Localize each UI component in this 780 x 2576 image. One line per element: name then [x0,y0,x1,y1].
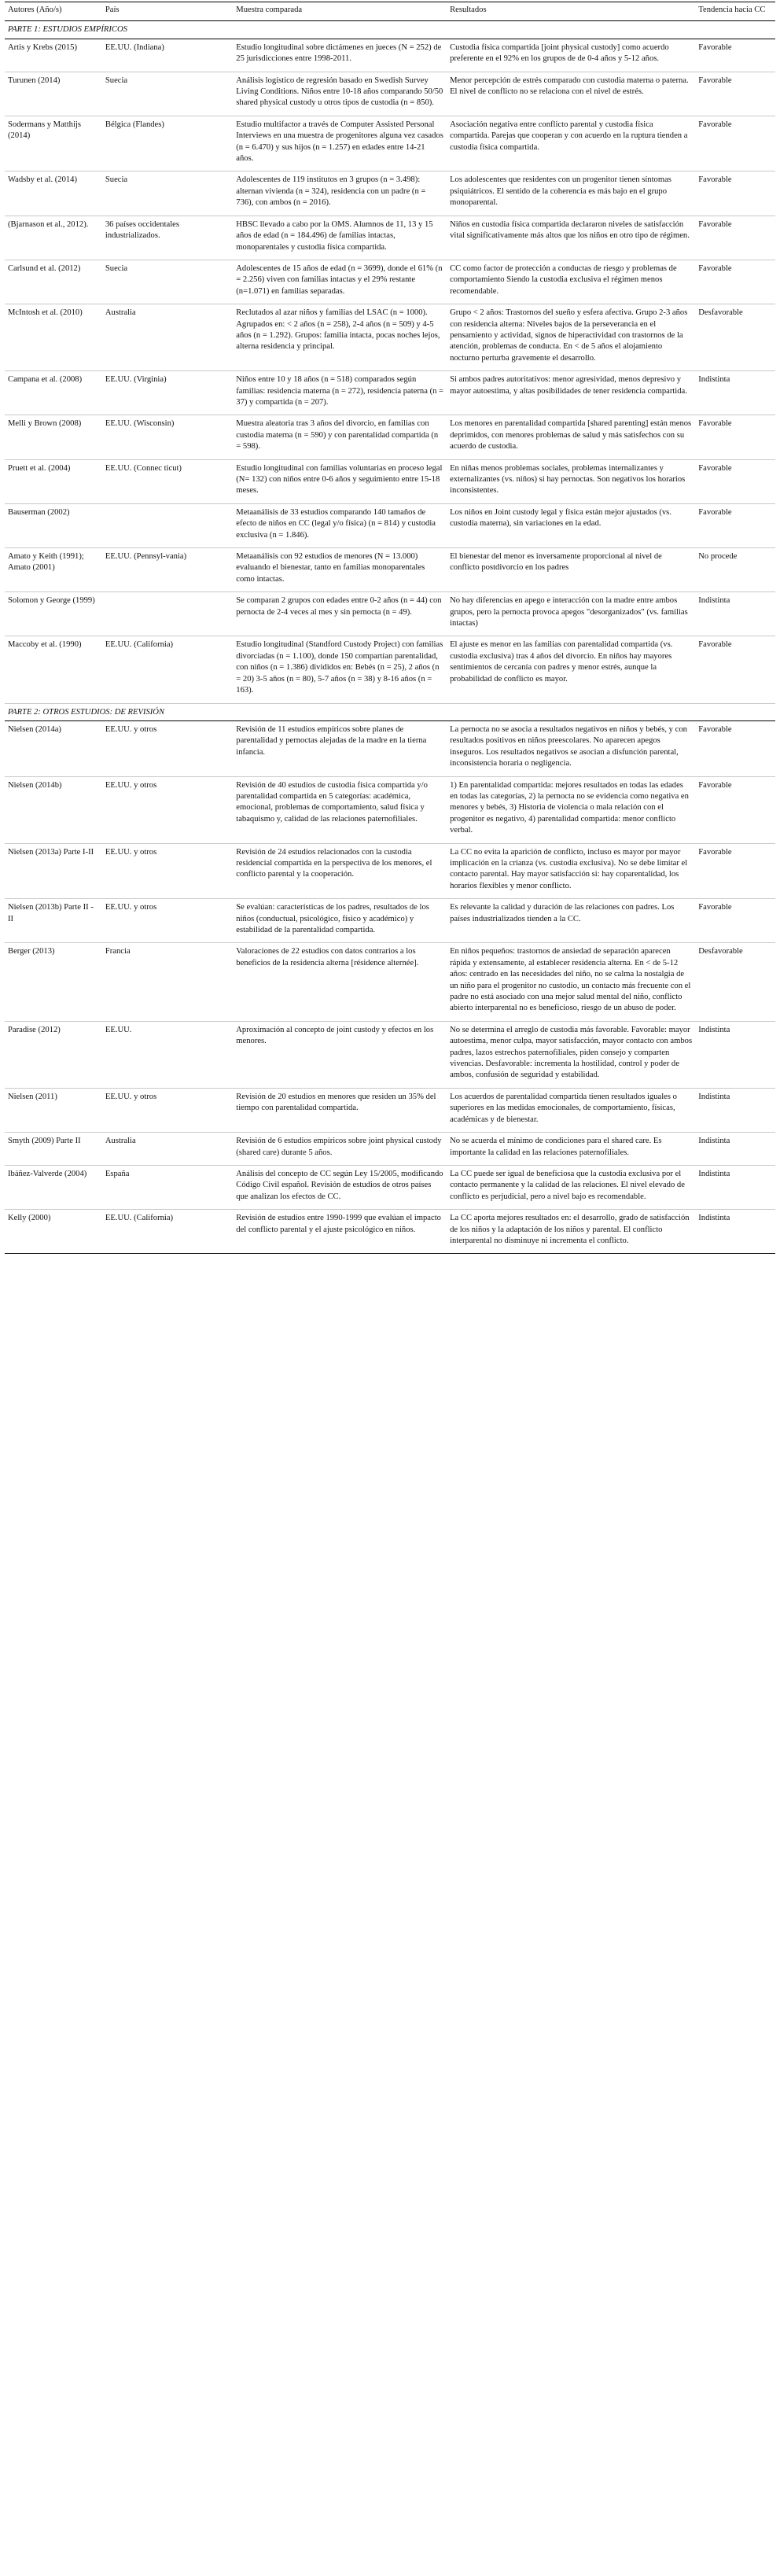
cell-sample: Metaanálisis de 33 estudios comparando 140 tamaños de efecto de niños en CC (legal y/o física) (n = 814) y custodia exclusiva (n = 1.846). [233,503,447,547]
cell-country: Francia [102,943,233,1021]
cell-sample: Niños entre 10 y 18 años (n = 518) comparados según familias: residencia materna (n = 272), residencia paterna (n = 37) y compartida (n = 207). [233,371,447,415]
cell-results: Asociación negativa entre conflicto parental y custodia física compartida. Parejas que cooperan y con acuerdo en la ruptura tienden a custodia física compartida. [447,116,695,171]
table-row [5,116,775,171]
cell-trend: Desfavorable [695,304,775,371]
table-row [5,943,775,1021]
cell-sample: Adolescentes de 119 institutos en 3 grupos (n = 3.498): alternan vivienda (n = 324), residencia con un padre (n = 736), con ambos (n = 2016). [233,171,447,216]
table-row [5,636,775,703]
cell-results: Es relevante la calidad y duración de las relaciones con padres. Los países industrializados tienden a la CC. [447,899,695,943]
cell-sample: Estudio longitudinal con familias voluntarias en proceso legal (N= 132) con niños entre 0-6 años y seguimiento entre 15-18 meses. [233,459,447,503]
cell-country: Bélgica (Flandes) [102,116,233,171]
cell-authors: Nielsen (2013b) Parte II - II [5,899,102,943]
cell-sample: Revisión de 20 estudios en menores que residen un 35% del tiempo con parentalidad compartida. [233,1088,447,1132]
cell-authors: Smyth (2009) Parte II [5,1133,102,1166]
cell-trend: Favorable [695,171,775,216]
table-row [5,720,775,776]
section-title: PARTE 1: ESTUDIOS EMPÍRICOS [5,21,775,39]
table-row [5,371,775,415]
cell-country: EE.UU. y otros [102,843,233,899]
table-row [5,304,775,371]
cell-authors: Nielsen (2011) [5,1088,102,1132]
cell-country: EE.UU. (Virginia) [102,371,233,415]
cell-results: No hay diferencias en apego e interacción con la madre entre ambos grupos, pero la pernocta provoca apegos "desorganizados" (vs. familias intactas) [447,592,695,636]
cell-sample: Análisis del concepto de CC según Ley 15/2005, modificando Código Civil español. Revisión de estudios de otros países que analizan los efectos de CC. [233,1165,447,1209]
table-row [5,260,775,304]
cell-results: El bienestar del menor es inversamente proporcional al nivel de conflicto postdivorcio en los padres [447,548,695,592]
cell-authors: Artis y Krebs (2015) [5,39,102,72]
cell-sample: Adolescentes de 15 años de edad (n = 3699), donde el 61% (n = 2.256) viven con familias intactas y el 29% restante (n=1.071) en familias separadas. [233,260,447,304]
cell-trend: Favorable [695,843,775,899]
cell-results: Los acuerdos de parentalidad compartida tienen resultados iguales o superiores en las medidas emocionales, de comportamiento, físicas, académicas y de bienestar. [447,1088,695,1132]
cell-authors: Campana et al. (2008) [5,371,102,415]
page [0,0,780,1255]
header-country: País [102,2,233,21]
cell-trend: Desfavorable [695,943,775,1021]
cell-results: Los adolescentes que residentes con un progenitor tienen síntomas psiquiátricos. El sentido de la coherencia es más bajo en el grupo monoparental. [447,171,695,216]
table-row [5,1021,775,1088]
cell-trend: Favorable [695,260,775,304]
cell-authors: Kelly (2000) [5,1210,102,1254]
cell-authors: Sodermans y Matthijs (2014) [5,116,102,171]
cell-trend: Favorable [695,415,775,459]
cell-country [102,503,233,547]
cell-trend: Favorable [695,216,775,260]
cell-trend: Favorable [695,776,775,843]
cell-sample: Estudio longitudinal sobre dictámenes en jueces (N = 252) de 25 jurisdicciones entre 1998-2011. [233,39,447,72]
table-row [5,216,775,260]
cell-country: EE.UU. [102,1021,233,1088]
cell-authors: Pruett et al. (2004) [5,459,102,503]
cell-country [102,592,233,636]
cell-trend: Indistinta [695,1165,775,1209]
header-row [5,2,775,21]
cell-authors: Ibáñez-Valverde (2004) [5,1165,102,1209]
cell-sample: Se evalúan: características de los padres, resultados de los niños (conductual, psicológico, físico y académico) y estabilidad de la parentalidad compartida. [233,899,447,943]
cell-results: Niños en custodia física compartida declararon niveles de satisfacción vital significativamente más altos que los niños en otro tipo de régimen. [447,216,695,260]
header-sample: Muestra comparada [233,2,447,21]
cell-authors: Nielsen (2014b) [5,776,102,843]
cell-country: EE.UU. (California) [102,1210,233,1254]
cell-trend: Favorable [695,503,775,547]
cell-country: Australia [102,1133,233,1166]
table-row [5,843,775,899]
cell-authors: Paradise (2012) [5,1021,102,1088]
table-row [5,171,775,216]
cell-trend: Favorable [695,459,775,503]
table-row [5,899,775,943]
cell-sample: Estudio longitudinal (Standford Custody Project) con familias divorciadas (n = 1.100), donde 150 compartían parentalidad, con niños (n = 1.386) divididos en: Bebés (n = 25), 2 años (n = 20) 3-5 años (n = 80), 5-7 años (n = 38) y 8-16 años (n = 163). [233,636,447,703]
table-row [5,1165,775,1209]
cell-sample: Revisión de 6 estudios empíricos sobre joint physical custody (shared care) durante 5 años. [233,1133,447,1166]
table-row [5,415,775,459]
cell-sample: Revisión de estudios entre 1990-1999 que evalúan el impacto del conflicto parental y el ajuste psicológico en niños. [233,1210,447,1254]
cell-country: EE.UU. (California) [102,636,233,703]
table-row [5,1088,775,1132]
cell-sample: Muestra aleatoria tras 3 años del divorcio, en familias con custodia materna (n = 590) y con parentalidad compartida (n = 598). [233,415,447,459]
cell-authors: Berger (2013) [5,943,102,1021]
cell-results: Menor percepción de estrés comparado con custodia materna o paterna. El nivel de conflicto no se relaciona con el nivel de estrés. [447,72,695,116]
cell-country: Suecia [102,72,233,116]
cell-sample: Análisis logístico de regresión basado en Swedish Survey Living Conditions. Niños entre 10-18 años comparando 50/50 shared physical custody u otros tipos de custodia (n = 850). [233,72,447,116]
table-row [5,72,775,116]
cell-country: EE.UU. (Wisconsin) [102,415,233,459]
cell-trend: Favorable [695,720,775,776]
cell-results: 1) En parentalidad compartida: mejores resultados en todas las edades en todas las categorías, 2) la pernocta no se evidencia como negativa en menores y bebés, 3) Historia de violencia o mala relación con el progenitor es negativo, 4) parentalidad compartida: menor conflicto verbal. [447,776,695,843]
cell-sample: Estudio multifactor a través de Computer Assisted Personal Interviews en una muestra de progenitores alguna vez casados (n = 6.470) y sus hijos (n = 1.257) en edades entre 14-21 años. [233,116,447,171]
cell-trend: Indistinta [695,371,775,415]
cell-authors: Turunen (2014) [5,72,102,116]
cell-country: EE.UU. (Connec ticut) [102,459,233,503]
cell-sample: Reclutados al azar niños y familias del LSAC (n = 1000). Agrupados en: < 2 años (n = 258), 2-4 años (n = 509) y 4-5 años (n = 1.292). Grupos: familia intacta, pocas noches lejos, alterna residencia y principal. [233,304,447,371]
table-row [5,1133,775,1166]
cell-sample: Metaanálisis con 92 estudios de menores (N = 13.000) evaluando el bienestar, tanto en familias monoparentales como intactas. [233,548,447,592]
table-row [5,548,775,592]
cell-results: No se acuerda el mínimo de condiciones para el shared care. Es importante la calidad en las relaciones paternofiliales. [447,1133,695,1166]
cell-results: El ajuste es menor en las familias con parentalidad compartida (vs. custodia exclusiva) tras 4 años del divorcio. En niños hay mayores sentimientos de cercanía con padres y menor estrés, aunque la probabilidad de conflicto es mayor. [447,636,695,703]
cell-sample: Revisión de 40 estudios de custodia física compartida y/o parentalidad compartida en 5 categorías: académica, emocional, problemas de comportamiento, salud física y tabaquismo y, calidad de las relaciones paternofiliales. [233,776,447,843]
section-header [5,703,775,720]
cell-authors: Nielsen (2014a) [5,720,102,776]
cell-country: España [102,1165,233,1209]
cell-country: 36 países occidentales industrializados. [102,216,233,260]
studies-table [5,2,775,1254]
cell-sample: HBSC llevado a cabo por la OMS. Alumnos de 11, 13 y 15 años de edad (n = 184.496) de familias intactas, monoparentales y custodia física compartida. [233,216,447,260]
cell-trend: Favorable [695,636,775,703]
cell-results: Los niños en Joint custody legal y física están mejor ajustados (vs. custodia materna), sin variaciones en la edad. [447,503,695,547]
cell-trend: Indistinta [695,1021,775,1088]
cell-country: EE.UU. (Indiana) [102,39,233,72]
cell-trend: Favorable [695,39,775,72]
cell-authors: McIntosh et al. (2010) [5,304,102,371]
cell-results: En niños pequeños: trastornos de ansiedad de separación aparecen rápida y extensamente, al establecer residencia alterna. En < de 5-12 años: centrado en las necesidades del niño, no se calma la nostalgia de un niño para el progenitor no custodio, un contacto más frecuente con el padre no está asociado con una mejor salud mental del niño, conflicto abierto interparental no es beneficioso, riesgo de un abuso de poder. [447,943,695,1021]
cell-country: EE.UU. y otros [102,899,233,943]
cell-country: EE.UU. y otros [102,720,233,776]
cell-authors: (Bjarnason et al., 2012). [5,216,102,260]
cell-sample: Aproximación al concepto de joint custody y efectos en los menores. [233,1021,447,1088]
cell-country: Suecia [102,171,233,216]
cell-trend: Favorable [695,72,775,116]
cell-authors: Solomon y George (1999) [5,592,102,636]
header-trend: Tendencia hacia CC [695,2,775,21]
cell-sample: Revisión de 11 estudios empíricos sobre planes de parentalidad y pernoctas alejadas de la madre en la tierna infancia. [233,720,447,776]
cell-trend: No procede [695,548,775,592]
cell-trend: Favorable [695,116,775,171]
cell-sample: Se comparan 2 grupos con edades entre 0-2 años (n = 44) con pernocta de 2-4 veces al mes y sin pernocta (n = 49). [233,592,447,636]
cell-trend: Favorable [695,899,775,943]
header-results: Resultados [447,2,695,21]
cell-trend: Indistinta [695,592,775,636]
cell-authors: Maccoby et al. (1990) [5,636,102,703]
cell-results: La pernocta no se asocia a resultados negativos en niños y bebés, y con resultados positivos en niños preescolares. No aparecen apegos inseguros. Los resultados negativos se asocian a disfunción parental, inconsistencia horaria o negligencia. [447,720,695,776]
cell-country: EE.UU. (Pennsyl-vania) [102,548,233,592]
table-row [5,592,775,636]
section-header [5,21,775,39]
cell-country: Australia [102,304,233,371]
cell-trend: Indistinta [695,1133,775,1166]
cell-authors: Wadsby et al. (2014) [5,171,102,216]
cell-trend: Indistinta [695,1088,775,1132]
cell-results: Custodia física compartida [joint physical custody] como acuerdo preferente en el 92% en los grupos de de 0-4 años y 5-12 años. [447,39,695,72]
cell-sample: Valoraciones de 22 estudios con datos contrarios a los beneficios de la residencia alterna [résidence alternée]. [233,943,447,1021]
cell-authors: Bauserman (2002) [5,503,102,547]
cell-results: CC como factor de protección a conductas de riesgo y problemas de comportamiento Siendo la custodia exclusiva el régimen menos recomendable. [447,260,695,304]
cell-sample: Revisión de 24 estudios relacionados con la custodia residencial compartida en la perspectiva de los menores, el conflicto parental y la cooperación. [233,843,447,899]
cell-results: La CC puede ser igual de beneficiosa que la custodia exclusiva por el contacto permanente y la calidad de las relaciones. El nivel elevado de conflicto es perjudicial, pero a nivel bajo es recomendable. [447,1165,695,1209]
table-row [5,776,775,843]
cell-results: Si ambos padres autoritativos: menor agresividad, menos depresivo y mayor autoestima, y altas posibilidades de tener residencia compartida. [447,371,695,415]
cell-country: Suecia [102,260,233,304]
table-row [5,1210,775,1254]
table-row [5,503,775,547]
cell-results: Los menores en parentalidad compartida [shared parenting] están menos deprimidos, con menores problemas de salud y más satisfechos con su acuerdo de custodia. [447,415,695,459]
table-body [5,21,775,1254]
cell-results: Grupo < 2 años: Trastornos del sueño y esfera afectiva. Grupo 2-3 años con residencia alterna: Niveles bajos de la perseverancia en el pensamiento y actividad, signos de hiperactividad con trastornos de la atención, problemas de conducta. En < de 5 años el alojamiento nocturno perturba gravemente el desarrollo. [447,304,695,371]
cell-authors: Amato y Keith (1991); Amato (2001) [5,548,102,592]
cell-country: EE.UU. y otros [102,776,233,843]
cell-authors: Nielsen (2013a) Parte I-II [5,843,102,899]
cell-results: No se determina el arreglo de custodia más favorable. Favorable: mayor autoestima, menor culpa, mayor satisfacción, mayor contacto con ambos padres, lazos estrechos paternofiliales, piden consejo y comparten vivencias. Desfavorable: incrementa la hostilidad, control y poder de ambos, confusión de seguridad y estabilidad. [447,1021,695,1088]
cell-authors: Carlsund et al. (2012) [5,260,102,304]
header-authors: Autores (Año/s) [5,2,102,21]
table-row [5,39,775,72]
cell-country: EE.UU. y otros [102,1088,233,1132]
cell-results: La CC aporta mejores resultados en: el desarrollo, grado de satisfacción de los niños y la adaptación de los niños y parental. El conflicto interparental no disminuye ni incrementa el conflicto. [447,1210,695,1254]
section-title: PARTE 2: OTROS ESTUDIOS: DE REVISIÓN [5,703,775,720]
table-row [5,459,775,503]
cell-results: La CC no evita la aparición de conflicto, incluso es mayor por mayor implicación en la crianza (vs. custodia exclusiva). No se debe limitar el contacto parental. Hay mayor satisfacción si: hay coparentalidad, los horarios flexibles y menor conflicto. [447,843,695,899]
cell-trend: Indistinta [695,1210,775,1254]
cell-results: En niñas menos problemas sociales, problemas internalizantes y externalizantes (vs. niños) si hay pernoctas. Son negativos los horarios inconsistentes. [447,459,695,503]
cell-authors: Melli y Brown (2008) [5,415,102,459]
